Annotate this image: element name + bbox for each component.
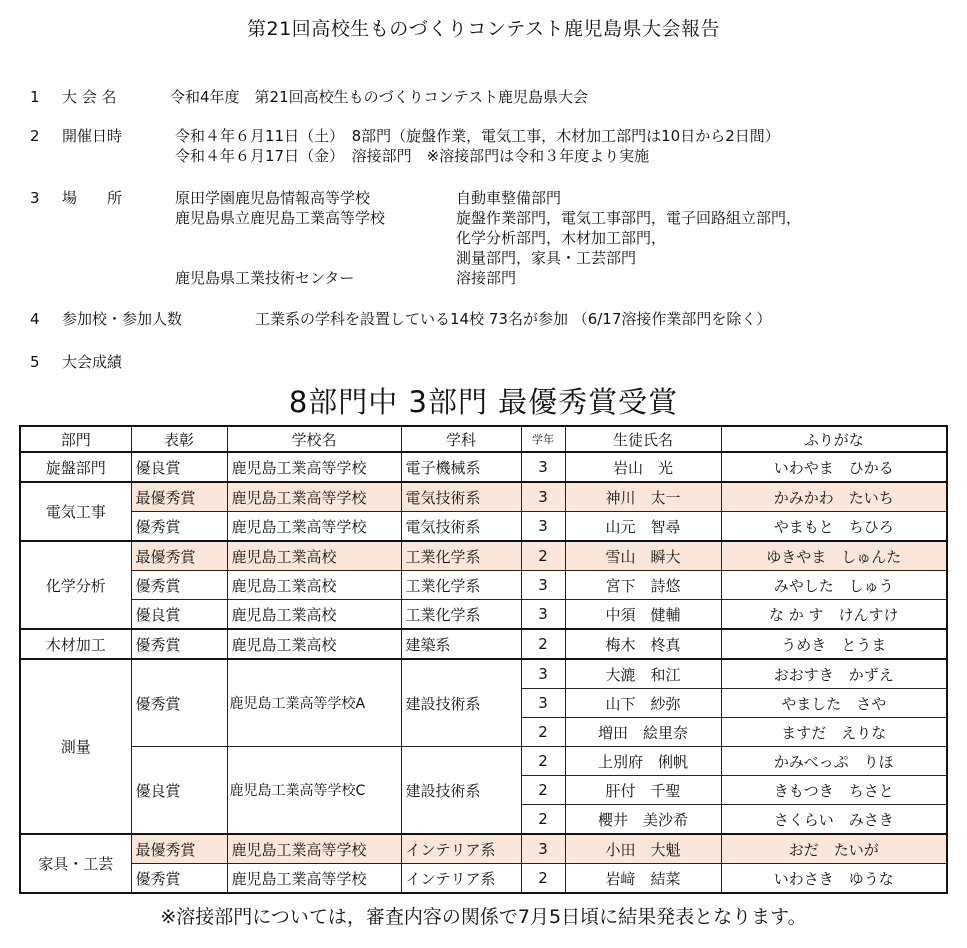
kana-cell: おおすき かずえ bbox=[721, 659, 947, 689]
course-cell: インテリア系 bbox=[401, 864, 521, 894]
kana-cell: やまもと ちひろ bbox=[721, 512, 947, 542]
dept-cell: 旋盤部門 bbox=[20, 452, 131, 482]
student-name-cell: 増田 絵里奈 bbox=[565, 718, 721, 747]
table-header-row bbox=[20, 426, 947, 452]
grade-cell: 2 bbox=[521, 776, 565, 805]
course-cell: インテリア系 bbox=[401, 834, 521, 864]
school-cell: 鹿児島工業高等学校 bbox=[227, 512, 401, 542]
course-cell: 建設技術系 bbox=[401, 747, 521, 835]
award-cell: 最優秀賞 bbox=[131, 541, 227, 571]
kana-cell: な か す けんすけ bbox=[721, 600, 947, 630]
table-row bbox=[20, 629, 947, 659]
item2-line1: 令和４年６月11日（土） 8部門（旋盤作業，電気工事，木材加工部門は10日から2日間） bbox=[175, 127, 780, 145]
course-cell: 電子機械系 bbox=[401, 452, 521, 482]
venue-dept: 溶接部門 bbox=[456, 269, 517, 287]
table-row bbox=[20, 512, 947, 542]
grade-cell: 2 bbox=[521, 629, 565, 659]
table-row bbox=[20, 600, 947, 630]
kana-cell: いわさき ゆうな bbox=[721, 864, 947, 894]
student-name-cell: 山元 智尋 bbox=[565, 512, 721, 542]
award-cell: 優秀賞 bbox=[131, 659, 227, 747]
dept-cell: 化学分析 bbox=[20, 541, 131, 629]
student-name-cell: 山下 紗弥 bbox=[565, 689, 721, 718]
student-name-cell: 中須 健輔 bbox=[565, 600, 721, 630]
school-cell: 鹿児島工業高校 bbox=[227, 571, 401, 600]
school-cell: 鹿児島工業高等学校A bbox=[227, 659, 401, 747]
student-name-cell: 櫻井 美沙希 bbox=[565, 805, 721, 835]
grade-cell: 3 bbox=[521, 571, 565, 600]
item4-number: 4 bbox=[30, 310, 40, 328]
table-row bbox=[20, 864, 947, 894]
school-cell: 鹿児島工業高校 bbox=[227, 600, 401, 630]
header-name: 生徒氏名 bbox=[565, 426, 721, 452]
kana-cell: ますだ えりな bbox=[721, 718, 947, 747]
grade-cell: 3 bbox=[521, 600, 565, 630]
grade-cell: 3 bbox=[521, 689, 565, 718]
item5-number: 5 bbox=[30, 353, 40, 371]
school-cell: 鹿児島工業高等学校 bbox=[227, 864, 401, 894]
award-cell: 優秀賞 bbox=[131, 864, 227, 894]
student-name-cell: 宮下 詩悠 bbox=[565, 571, 721, 600]
award-cell: 最優秀賞 bbox=[131, 834, 227, 864]
course-cell: 工業化学系 bbox=[401, 600, 521, 630]
item4-label: 参加校・参加人数 bbox=[62, 310, 183, 328]
venue-name: 鹿児島県立鹿児島工業高等学校 bbox=[175, 209, 386, 227]
kana-cell: ゆきやま しゅんた bbox=[721, 541, 947, 571]
header-dept: 部門 bbox=[20, 426, 131, 452]
course-cell: 工業化学系 bbox=[401, 571, 521, 600]
course-cell: 工業化学系 bbox=[401, 541, 521, 571]
grade-cell: 3 bbox=[521, 659, 565, 689]
award-cell: 優秀賞 bbox=[131, 629, 227, 659]
kana-cell: きもつき ちさと bbox=[721, 776, 947, 805]
headline: 8部門中 3部門 最優秀賞受賞 bbox=[288, 385, 679, 419]
kana-cell: みやした しゅう bbox=[721, 571, 947, 600]
grade-cell: 2 bbox=[521, 747, 565, 776]
table-row bbox=[20, 659, 947, 689]
student-name-cell: 大漉 和江 bbox=[565, 659, 721, 689]
grade-cell: 3 bbox=[521, 834, 565, 864]
school-cell: 鹿児島工業高等学校 bbox=[227, 452, 401, 482]
grade-cell: 2 bbox=[521, 718, 565, 747]
item4-value: 工業系の学科を設置している14校 73名が参加 （6/17溶接作業部門を除く） bbox=[255, 310, 772, 328]
venue-dept: 測量部門，家具・工芸部門 bbox=[456, 249, 637, 267]
kana-cell: さくらい みさき bbox=[721, 805, 947, 835]
item1-label: 大 会 名 bbox=[62, 88, 117, 106]
student-name-cell: 岩﨑 結菜 bbox=[565, 864, 721, 894]
course-cell: 電気技術系 bbox=[401, 512, 521, 542]
student-name-cell: 肝付 千聖 bbox=[565, 776, 721, 805]
dept-cell: 木材加工 bbox=[20, 629, 131, 659]
kana-cell: かみべっぷ りほ bbox=[721, 747, 947, 776]
results-table bbox=[19, 425, 948, 894]
student-name-cell: 神川 太一 bbox=[565, 482, 721, 512]
course-cell: 建築系 bbox=[401, 629, 521, 659]
award-cell: 優良賞 bbox=[131, 747, 227, 835]
item3-label: 場 所 bbox=[62, 189, 123, 207]
dept-cell: 測量 bbox=[20, 659, 131, 834]
table-row bbox=[20, 571, 947, 600]
header-kana: ふりがな bbox=[721, 426, 947, 452]
award-cell: 優秀賞 bbox=[131, 512, 227, 542]
dept-cell: 家具・工芸 bbox=[20, 834, 131, 893]
venue-name: 鹿児島県工業技術センター bbox=[175, 269, 355, 287]
grade-cell: 3 bbox=[521, 482, 565, 512]
kana-cell: うめき とうま bbox=[721, 629, 947, 659]
table-row bbox=[20, 452, 947, 482]
kana-cell: やました さや bbox=[721, 689, 947, 718]
grade-cell: 2 bbox=[521, 805, 565, 835]
student-name-cell: 岩山 光 bbox=[565, 452, 721, 482]
venue-dept: 自動車整備部門 bbox=[456, 189, 562, 207]
award-cell: 優秀賞 bbox=[131, 571, 227, 600]
item2-label: 開催日時 bbox=[62, 127, 123, 145]
student-name-cell: 梅木 柊真 bbox=[565, 629, 721, 659]
school-cell: 鹿児島工業高校 bbox=[227, 541, 401, 571]
page-title: 第21回高校生ものづくりコンテスト鹿児島県大会報告 bbox=[247, 18, 720, 40]
footnote: ※溶接部門については，審査内容の関係で7月5日頃に結果発表となります。 bbox=[160, 906, 807, 928]
item2-number: 2 bbox=[30, 127, 40, 145]
award-cell: 優良賞 bbox=[131, 600, 227, 630]
item3-number: 3 bbox=[30, 189, 40, 207]
table-row bbox=[20, 834, 947, 864]
school-cell: 鹿児島工業高等学校C bbox=[227, 747, 401, 835]
item1-value: 令和4年度 第21回高校生ものづくりコンテスト鹿児島県大会 bbox=[170, 88, 589, 106]
kana-cell: おだ たいが bbox=[721, 834, 947, 864]
item5-label: 大会成績 bbox=[62, 353, 123, 371]
header-grade: 学年 bbox=[521, 426, 565, 452]
student-name-cell: 小田 大魁 bbox=[565, 834, 721, 864]
award-cell: 最優秀賞 bbox=[131, 482, 227, 512]
table-row bbox=[20, 747, 947, 776]
venue-dept: 旋盤作業部門，電気工事部門，電子回路組立部門， bbox=[456, 209, 802, 227]
grade-cell: 3 bbox=[521, 512, 565, 542]
award-cell: 優良賞 bbox=[131, 452, 227, 482]
grade-cell: 2 bbox=[521, 541, 565, 571]
school-cell: 鹿児島工業高等学校 bbox=[227, 482, 401, 512]
item2-line2: 令和４年６月17日（金） 溶接部門 ※溶接部門は令和３年度より実施 bbox=[175, 147, 650, 165]
student-name-cell: 雪山 瞬大 bbox=[565, 541, 721, 571]
school-cell: 鹿児島工業高等学校 bbox=[227, 834, 401, 864]
course-cell: 建設技術系 bbox=[401, 659, 521, 747]
table-row bbox=[20, 541, 947, 571]
header-course: 学科 bbox=[401, 426, 521, 452]
venue-name: 原田学園鹿児島情報高等学校 bbox=[175, 189, 371, 207]
grade-cell: 3 bbox=[521, 452, 565, 482]
table-row bbox=[20, 482, 947, 512]
header-award: 表彰 bbox=[131, 426, 227, 452]
kana-cell: かみかわ たいち bbox=[721, 482, 947, 512]
item1-number: 1 bbox=[30, 88, 40, 106]
kana-cell: いわやま ひかる bbox=[721, 452, 947, 482]
grade-cell: 2 bbox=[521, 864, 565, 894]
dept-cell: 電気工事 bbox=[20, 482, 131, 541]
course-cell: 電気技術系 bbox=[401, 482, 521, 512]
school-cell: 鹿児島工業高校 bbox=[227, 629, 401, 659]
venue-dept: 化学分析部門，木材加工部門， bbox=[456, 229, 667, 247]
student-name-cell: 上別府 俐帆 bbox=[565, 747, 721, 776]
header-school: 学校名 bbox=[227, 426, 401, 452]
